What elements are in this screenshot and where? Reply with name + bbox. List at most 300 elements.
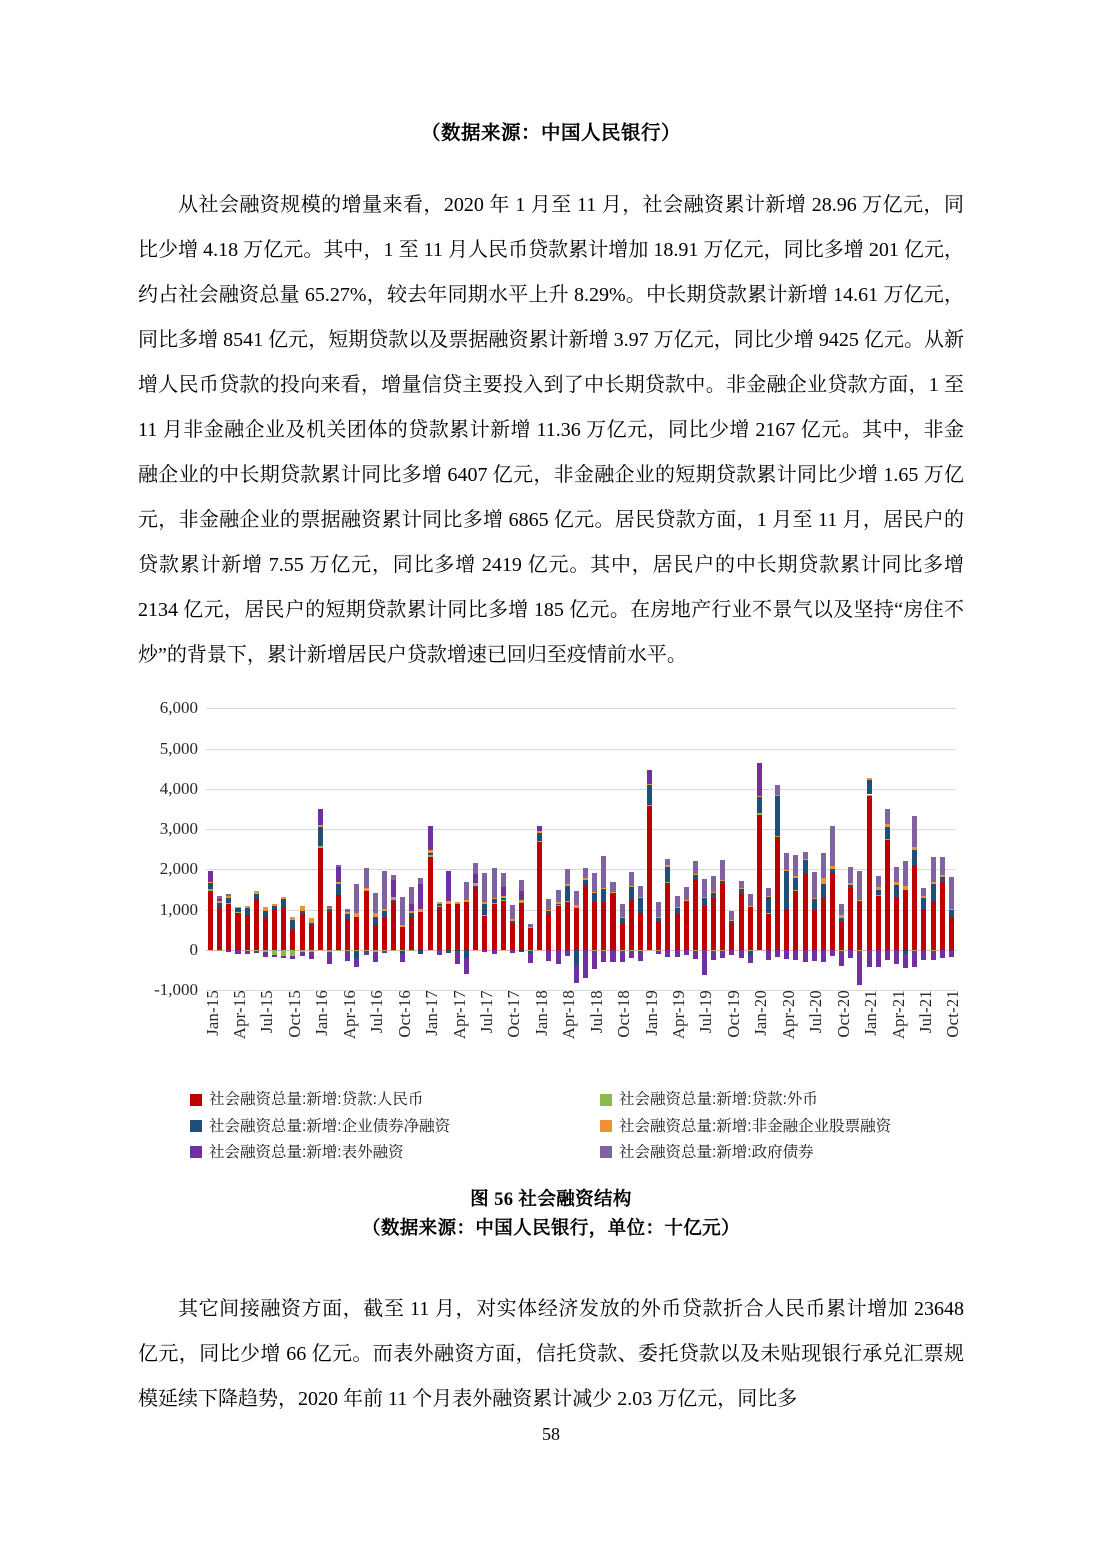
bar-segment: [885, 839, 890, 840]
page-number: 58: [542, 1424, 560, 1444]
bar-segment: [565, 902, 570, 950]
bar-segment: [281, 956, 286, 958]
bar-segment: [263, 917, 268, 950]
bar-segment: [793, 878, 798, 890]
bar-segment: [574, 905, 579, 907]
bar-segment: [830, 866, 835, 869]
chart-canvas: [206, 708, 956, 990]
bar-segment: [629, 872, 634, 886]
bar-segment: [830, 873, 835, 950]
bar-column: [364, 708, 369, 990]
bar-segment: [803, 852, 808, 859]
bar-segment: [921, 950, 926, 959]
bar-segment: [364, 868, 369, 887]
bar-segment: [739, 888, 744, 889]
bar-segment: [647, 805, 652, 806]
bar-segment: [245, 915, 250, 950]
bar-segment: [217, 907, 222, 950]
bar-segment: [775, 950, 780, 957]
bar-column: [336, 708, 341, 990]
bar-segment: [848, 888, 853, 950]
bar-segment: [647, 770, 652, 784]
bar-column: [592, 708, 597, 990]
bar-segment: [464, 901, 469, 902]
bar-segment: [857, 951, 862, 985]
bar-segment: [519, 891, 524, 900]
bar-column: [382, 708, 387, 990]
bar-segment: [492, 899, 497, 903]
bar-segment: [455, 951, 460, 964]
x-axis-tick-label: Oct-20: [833, 990, 853, 1038]
bar-column: [656, 708, 661, 990]
bar-segment: [931, 882, 936, 884]
bar-segment: [885, 840, 890, 950]
bar-segment: [473, 887, 478, 950]
bar-segment: [739, 950, 744, 958]
bar-segment: [812, 950, 817, 961]
bar-segment: [254, 891, 259, 894]
bar-column: [812, 708, 817, 990]
bar-column: [400, 708, 405, 990]
bar-segment: [876, 887, 881, 889]
bar-segment: [894, 882, 899, 884]
bar-segment: [501, 900, 506, 901]
bar-segment: [583, 868, 588, 878]
bar-segment: [793, 876, 798, 878]
bar-segment: [903, 886, 908, 889]
bar-segment: [235, 907, 240, 909]
bar-column: [867, 708, 872, 990]
bar-segment: [821, 950, 826, 961]
bar-segment: [748, 907, 753, 951]
bar-segment: [592, 892, 597, 902]
bar-segment: [254, 899, 259, 950]
bar-segment: [565, 869, 570, 884]
x-axis-tick-label: Jul-15: [257, 990, 277, 1034]
bar-segment: [281, 907, 286, 951]
bar-segment: [537, 826, 542, 831]
y-axis-tick-label: 3,000: [159, 819, 198, 839]
bar-column: [931, 708, 936, 990]
bar-segment: [775, 837, 780, 950]
bar-segment: [921, 888, 926, 895]
bar-segment: [757, 815, 762, 950]
bar-segment: [418, 909, 423, 912]
bar-segment: [409, 913, 414, 917]
bar-segment: [857, 901, 862, 903]
x-axis-tick-label: Apr-16: [339, 990, 359, 1040]
bar-segment: [556, 905, 561, 906]
x-axis-tick-label: Jul-20: [806, 990, 826, 1034]
bar-segment: [345, 914, 350, 919]
bar-segment: [482, 915, 487, 950]
bar-segment: [492, 868, 497, 898]
bar-segment: [409, 904, 414, 910]
bar-segment: [510, 905, 515, 919]
legend-item: [190, 1141, 590, 1164]
bar-segment: [656, 902, 661, 918]
bar-segment: [793, 950, 798, 960]
bar-column: [684, 708, 689, 990]
bar-segment: [912, 951, 917, 967]
bar-segment: [812, 899, 817, 910]
bar-column: [519, 708, 524, 990]
bar-segment: [583, 885, 588, 950]
bar-segment: [455, 902, 460, 904]
bar-column: [300, 708, 305, 990]
bar-segment: [757, 763, 762, 796]
bar-segment: [565, 901, 570, 902]
bar-segment: [684, 950, 689, 955]
bar-segment: [492, 950, 497, 954]
y-axis-tick-label: 1,000: [159, 899, 198, 919]
bar-segment: [327, 908, 332, 910]
bar-segment: [867, 778, 872, 780]
bar-segment: [675, 950, 680, 956]
bar-segment: [665, 867, 670, 882]
bar-segment: [345, 912, 350, 914]
bar-segment: [272, 904, 277, 906]
bar-segment: [418, 884, 423, 909]
bar-segment: [885, 950, 890, 960]
bar-segment: [940, 857, 945, 875]
bar-segment: [318, 848, 323, 950]
bar-segment: [528, 953, 533, 963]
legend-item: [600, 1088, 1000, 1111]
bar-segment: [464, 882, 469, 899]
bar-column: [702, 708, 707, 990]
legend-label: 社会融资总量:新增:非金融企业股票融资: [619, 1117, 892, 1135]
bar-segment: [949, 910, 954, 916]
bar-segment: [428, 853, 433, 856]
bar-segment: [272, 906, 277, 909]
bar-column: [885, 708, 890, 990]
legend-label: 社会融资总量:新增:企业债券净融资: [209, 1117, 451, 1135]
x-axis-tick-label: Jan-16: [312, 990, 332, 1037]
bar-segment: [839, 951, 844, 966]
bar-column: [373, 708, 378, 990]
bar-segment: [876, 950, 881, 967]
bar-segment: [592, 892, 597, 893]
bar-segment: [373, 952, 378, 962]
bar-segment: [821, 898, 826, 950]
bar-segment: [556, 902, 561, 904]
bar-segment: [839, 918, 844, 922]
bar-segment: [446, 904, 451, 950]
bar-segment: [702, 897, 707, 898]
x-axis-tick-label: Jul-17: [476, 990, 496, 1034]
page-content: [138, 0, 964, 1422]
bar-segment: [766, 896, 771, 897]
bar-segment: [309, 952, 314, 958]
bar-segment: [336, 865, 341, 867]
bar-segment: [217, 899, 222, 901]
bar-segment: [665, 882, 670, 883]
bar-column: [428, 708, 433, 990]
bar-column: [245, 708, 250, 990]
bar-segment: [921, 898, 926, 910]
bar-segment: [784, 853, 789, 870]
bar-segment: [482, 873, 487, 901]
bar-segment: [821, 884, 826, 899]
bar-segment: [373, 913, 378, 917]
legend-item: [190, 1115, 590, 1138]
bar-segment: [857, 900, 862, 901]
bar-segment: [208, 889, 213, 891]
bar-segment: [629, 951, 634, 959]
bar-segment: [473, 874, 478, 883]
bar-segment: [665, 865, 670, 866]
bar-segment: [574, 907, 579, 908]
x-axis-tick-label: Oct-19: [723, 990, 743, 1038]
y-axis-tick-label: 6,000: [159, 698, 198, 718]
bar-segment: [931, 884, 936, 901]
bar-segment: [821, 853, 826, 878]
bar-segment: [327, 912, 332, 950]
bar-segment: [784, 871, 789, 909]
bar-segment: [391, 900, 396, 902]
figure-source-note: （数据来源：中国人民银行，单位：十亿元）: [361, 1218, 740, 1239]
bar-column: [675, 708, 680, 990]
bar-segment: [766, 913, 771, 914]
bar-column: [729, 708, 734, 990]
bar-segment: [693, 880, 698, 950]
bar-segment: [208, 882, 213, 884]
bar-column: [418, 708, 423, 990]
bar-segment: [867, 796, 872, 950]
bar-segment: [546, 911, 551, 914]
x-axis-tick-label: Jan-21: [861, 990, 881, 1037]
bar-segment: [702, 906, 707, 950]
bar-segment: [757, 797, 762, 812]
bar-column: [327, 708, 332, 990]
bar-segment: [766, 914, 771, 950]
bar-segment: [519, 903, 524, 950]
bar-segment: [894, 867, 899, 883]
bar-column: [318, 708, 323, 990]
legend-color-swatch: [190, 1120, 202, 1132]
legend-label: 社会融资总量:新增:贷款:外币: [619, 1091, 818, 1109]
bar-segment: [656, 951, 661, 954]
bar-column: [510, 708, 515, 990]
bar-segment: [546, 899, 551, 910]
bar-segment: [245, 908, 250, 915]
bar-column: [610, 708, 615, 990]
bar-segment: [263, 911, 268, 916]
bar-segment: [290, 920, 295, 929]
bar-segment: [647, 784, 652, 785]
bar-segment: [354, 884, 359, 914]
bar-segment: [812, 872, 817, 898]
bar-segment: [391, 875, 396, 880]
x-axis-tick-label: Apr-15: [230, 990, 249, 1040]
body-paragraph-1: 从社会融资规模的增量来看，2020 年 1 月至 11 月，社会融资累计新增 28.96 万亿元，同比少增 4.18 万亿元。其中，1 至 11 月人民币贷款累计增加 18.91 万亿元，同比多增 201 亿元，约占社会融资总量 65.27%，较去年同期水平上升 8.29%。中长期贷款累计新增 14.61 万亿元，同比多增 8541 亿元，短期贷款以及票据融资累计新增 3.97 万亿元，同比少增 9425 亿元。从新增人民币贷款的投向来看，增量信贷主要投入到了中长期贷款中。非金融企业贷款方面，1 至 11 月非金融企业及机关团体的贷款累计新增 11.36 万亿元，同比少增 2167 亿元。其中，非金融企业的中长期贷款累计同比多增 6407 亿元，非金融企业的短期贷款累计同比少增 1.65 万亿元，非金融企业的票据融资累计同比多增 6865 亿元。居民贷款方面，1 月至 11 月，居民户的贷款累计新增 7.55 万亿元，同比多增 2419 亿元。其中，居民户的中长期贷款累计同比多增 2134 亿元，居民户的短期贷款累计同比多增 185 亿元。在房地产行业不景气以及坚持“房住不炒”的背景下，累计新增居民户贷款增速已回归至疫情前水平。: [138, 194, 964, 667]
bar-column: [821, 708, 826, 990]
bar-segment: [839, 915, 844, 919]
bar-segment: [931, 951, 936, 961]
bar-column: [556, 708, 561, 990]
bar-segment: [620, 917, 625, 922]
bar-column: [757, 708, 762, 990]
bar-segment: [428, 857, 433, 950]
bar-segment: [409, 887, 414, 904]
bar-column: [254, 708, 259, 990]
bar-segment: [208, 883, 213, 889]
bar-column: [857, 708, 862, 990]
y-axis-tick-label: 2,000: [159, 859, 198, 879]
figure-caption: 图 56 社会融资结构: [470, 1190, 632, 1211]
bar-segment: [793, 890, 798, 891]
bar-segment: [510, 950, 515, 953]
bar-segment: [501, 896, 506, 898]
bar-segment: [775, 836, 780, 837]
bar-segment: [373, 893, 378, 913]
bar-segment: [885, 824, 890, 827]
bar-column: [665, 708, 670, 990]
bar-segment: [354, 951, 359, 959]
bar-segment: [638, 886, 643, 896]
bar-segment: [784, 909, 789, 950]
bar-segment: [528, 927, 533, 929]
x-axis-tick-label: Oct-17: [504, 990, 524, 1038]
bar-segment: [482, 950, 487, 952]
bar-segment: [245, 906, 250, 908]
bar-segment: [263, 952, 268, 957]
bar-segment: [784, 950, 789, 958]
bar-segment: [949, 909, 954, 910]
bar-segment: [894, 885, 899, 899]
bar-segment: [537, 831, 542, 833]
bar-segment: [354, 913, 359, 917]
bar-column: [839, 708, 844, 990]
bar-column: [565, 708, 570, 990]
bar-segment: [235, 912, 240, 913]
bar-segment: [693, 951, 698, 959]
bar-segment: [400, 954, 405, 962]
bar-column: [894, 708, 899, 990]
bar-segment: [400, 925, 405, 927]
bar-segment: [903, 954, 908, 967]
bar-segment: [391, 880, 396, 897]
bar-column: [272, 708, 277, 990]
bar-segment: [592, 902, 597, 950]
bar-segment: [272, 909, 277, 950]
bar-column: [638, 708, 643, 990]
bar-segment: [336, 882, 341, 885]
bar-segment: [501, 901, 506, 950]
bar-segment: [894, 898, 899, 950]
bar-segment: [382, 911, 387, 918]
bar-segment: [409, 950, 414, 951]
bar-column: [876, 708, 881, 990]
bar-segment: [903, 861, 908, 886]
x-axis-tick-label: Jul-21: [915, 990, 935, 1034]
chart-x-axis: [202, 990, 964, 1082]
bar-column: [711, 708, 716, 990]
bar-column: [455, 708, 460, 990]
bar-segment: [885, 809, 890, 823]
bar-segment: [940, 882, 945, 950]
bar-segment: [400, 927, 405, 950]
legend-label: 社会融资总量:新增:政府债券: [619, 1143, 814, 1161]
bar-segment: [876, 895, 881, 950]
bar-segment: [556, 950, 561, 964]
bar-segment: [336, 895, 341, 950]
bar-segment: [729, 920, 734, 921]
bar-segment: [793, 890, 798, 950]
bar-segment: [327, 906, 332, 908]
bar-segment: [263, 907, 268, 912]
legend-item: [190, 1088, 590, 1111]
bar-column: [409, 708, 414, 990]
bar-segment: [766, 950, 771, 960]
bar-segment: [638, 898, 643, 913]
bar-segment: [482, 904, 487, 915]
bar-column: [492, 708, 497, 990]
bar-segment: [217, 896, 222, 898]
legend-item: [600, 1115, 1000, 1138]
x-axis-tick-label: Apr-20: [778, 990, 798, 1040]
bar-segment: [803, 860, 808, 873]
bar-segment: [748, 956, 753, 963]
bar-column: [546, 708, 551, 990]
x-axis-tick-label: Apr-21: [888, 990, 908, 1040]
bar-segment: [235, 908, 240, 912]
x-axis-tick-label: Oct-18: [614, 990, 634, 1038]
bar-segment: [601, 856, 606, 889]
bar-column: [949, 708, 954, 990]
bar-segment: [318, 827, 323, 846]
bar-segment: [583, 950, 588, 978]
bar-segment: [446, 901, 451, 903]
bar-segment: [830, 869, 835, 873]
bar-segment: [528, 928, 533, 950]
bar-segment: [912, 847, 917, 850]
bar-segment: [729, 950, 734, 955]
bar-segment: [309, 918, 314, 923]
bar-segment: [345, 909, 350, 911]
bar-segment: [254, 951, 259, 953]
bar-segment: [418, 878, 423, 884]
bar-column: [720, 708, 725, 990]
bar-segment: [739, 881, 744, 888]
x-axis-tick-label: Oct-21: [943, 990, 963, 1038]
chart-legend: [138, 1088, 964, 1164]
bar-segment: [912, 850, 917, 865]
bar-segment: [675, 914, 680, 950]
bar-segment: [592, 873, 597, 892]
bar-segment: [711, 876, 716, 892]
legend-item: [600, 1141, 1000, 1164]
y-axis-tick-label: 5,000: [159, 738, 198, 758]
bar-segment: [565, 886, 570, 901]
x-axis-tick-label: Jan-17: [422, 990, 442, 1037]
bar-segment: [281, 897, 286, 899]
bar-segment: [821, 878, 826, 883]
bar-segment: [226, 894, 231, 896]
bar-segment: [638, 913, 643, 950]
bar-segment: [272, 955, 277, 957]
bar-segment: [601, 888, 606, 889]
bar-column: [940, 708, 945, 990]
bar-segment: [702, 898, 707, 906]
x-axis-tick-label: Apr-19: [669, 990, 689, 1040]
bar-column: [647, 708, 652, 990]
bar-segment: [482, 915, 487, 916]
bar-segment: [848, 883, 853, 885]
bar-segment: [857, 902, 862, 950]
bar-segment: [373, 925, 378, 950]
